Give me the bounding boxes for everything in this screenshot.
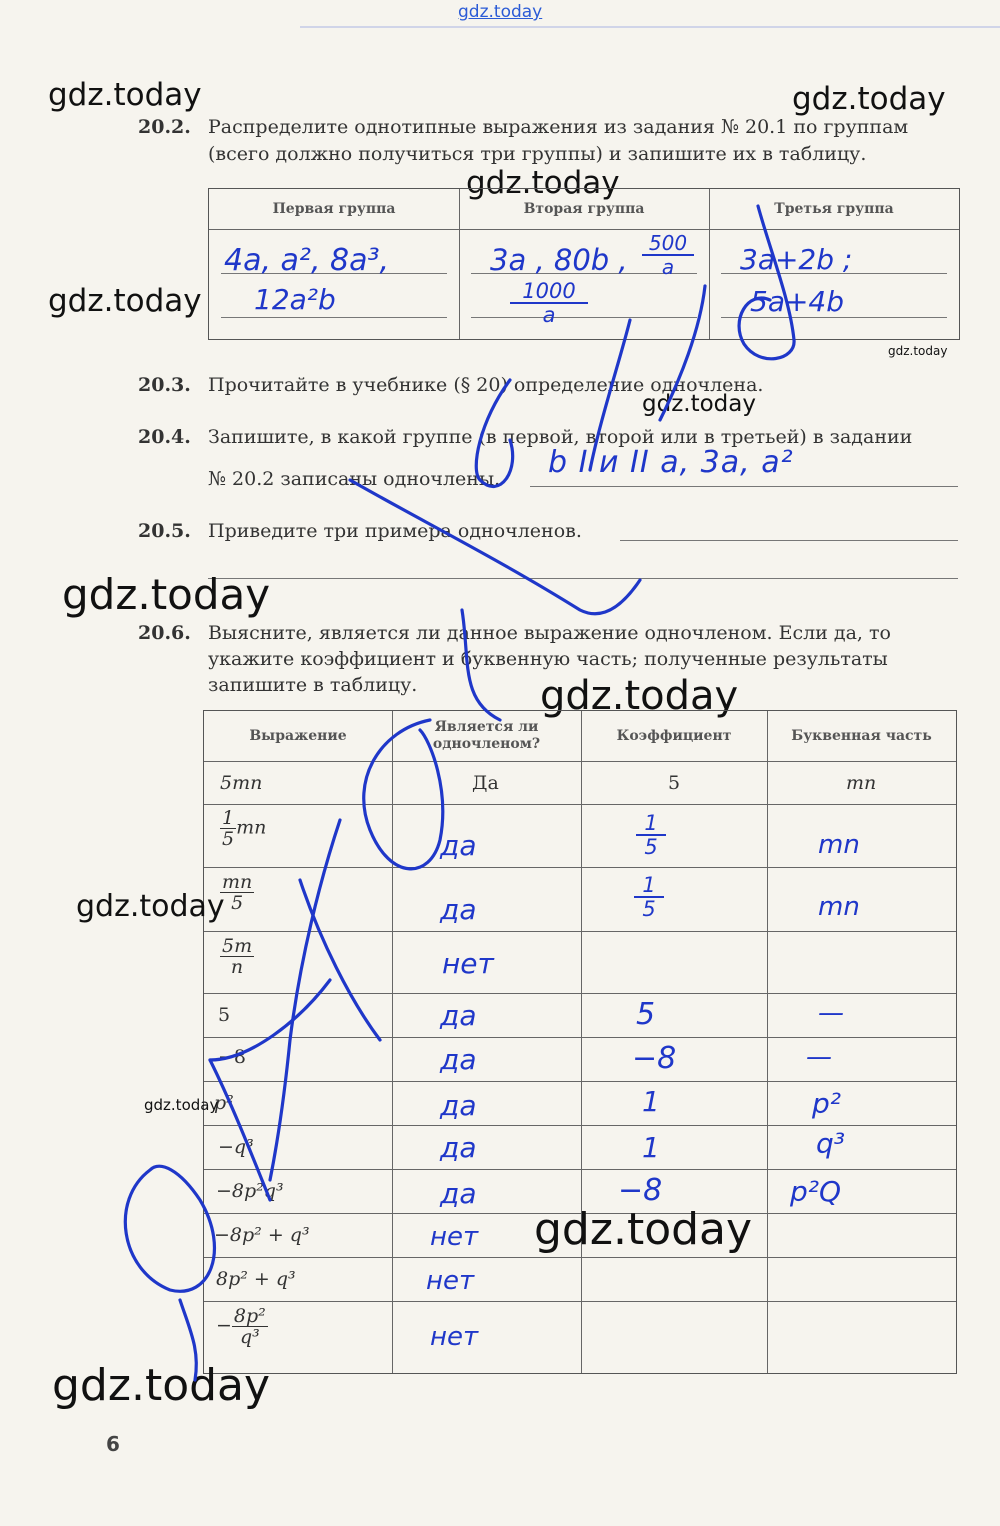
row-divider	[204, 1301, 956, 1302]
fraction-numerator: 1000	[510, 280, 588, 304]
task-text-line: (всего должно получиться три группы) и запишите их в таблицу.	[208, 143, 867, 165]
column-header: Буквенная часть	[791, 727, 932, 744]
fraction	[220, 872, 254, 913]
watermark: gdz.today	[52, 1360, 271, 1411]
fraction-denominator: 5	[231, 892, 244, 914]
table-cell-coefficient: 5	[668, 772, 681, 794]
task-text-line: запишите в таблицу.	[208, 674, 418, 696]
table-cell-expression: 8p² + q³	[216, 1268, 296, 1290]
column-header: Третья группа	[774, 200, 894, 217]
table-cell-expression: −8	[218, 1046, 247, 1068]
fraction-numerator: 1	[634, 874, 664, 898]
table-cell-expression	[220, 936, 254, 977]
task-number: 20.3.	[138, 374, 191, 396]
table-cell-letters: mn	[846, 772, 877, 794]
top-rule	[300, 26, 1000, 28]
page-number: 6	[106, 1432, 120, 1456]
fraction-numerator: 500	[642, 232, 694, 256]
minus-sign: −	[216, 1314, 232, 1337]
handwritten-is-monomial: да	[440, 1043, 477, 1076]
fraction-denominator: n	[230, 956, 244, 978]
table-cell-expression: −8p²q³	[216, 1180, 284, 1202]
handwritten-is-monomial: нет	[442, 947, 494, 980]
handwritten-is-monomial: да	[440, 1177, 477, 1210]
handwritten-is-monomial: нет	[430, 1222, 479, 1252]
task-number: 20.4.	[138, 426, 191, 448]
row-divider	[204, 804, 956, 805]
handwritten-answer: b I и II a, 3a, a²	[548, 445, 794, 480]
table-cell-expression	[216, 1306, 268, 1347]
expression-tail: mn	[236, 816, 267, 839]
fraction-numerator: 1	[222, 807, 235, 829]
column-header: Является ли одночленом?	[432, 719, 541, 752]
watermark: gdz.today	[540, 673, 739, 719]
monomial-table	[203, 710, 957, 1374]
task-20-2	[138, 114, 978, 170]
task-number: 20.5.	[138, 520, 191, 542]
task-text-line: Распределите однотипные выражения из задания № 20.1 по группам	[208, 116, 909, 138]
handwritten-letters: mn	[818, 830, 860, 860]
column-header: Выражение	[249, 727, 347, 744]
task-20-3	[138, 372, 978, 400]
handwritten-coefficient: 5	[636, 997, 656, 1032]
fraction-denominator: 5	[222, 828, 235, 850]
row-divider	[204, 761, 956, 762]
answer-line	[530, 486, 958, 487]
handwritten-answer: 12a²b	[254, 283, 336, 316]
row-divider	[204, 1125, 956, 1126]
handwritten-coefficient	[634, 874, 664, 920]
ink-stroke	[125, 1166, 214, 1291]
ink-stroke	[350, 480, 640, 614]
row-divider	[204, 993, 956, 994]
handwritten-answer: 3a+2b ;	[740, 243, 853, 276]
watermark: gdz.today	[76, 889, 225, 924]
handwritten-letters: mn	[818, 892, 860, 922]
handwritten-answer: 3a , 80b ,	[490, 243, 628, 277]
column-header: Вторая группа	[523, 200, 645, 217]
watermark: gdz.today	[48, 77, 202, 113]
watermark: gdz.today	[792, 81, 946, 117]
fraction-denominator: 5	[644, 835, 658, 859]
handwritten-coefficient: 1	[642, 1131, 660, 1164]
table-divider	[767, 711, 768, 1373]
fraction-numerator: 1	[636, 812, 666, 836]
fraction-denominator: q³	[239, 1326, 260, 1348]
watermark: gdz.today	[642, 391, 756, 417]
task-text-line: укажите коэффициент и буквенную часть; полученные результаты	[208, 648, 888, 670]
task-20-5	[138, 518, 978, 546]
task-text-line: Прочитайте в учебнике (§ 20) определение одночлена.	[208, 374, 764, 396]
fraction-denominator: a	[542, 303, 556, 327]
table-cell-expression: −q³	[218, 1136, 254, 1158]
fraction-numerator: mn	[222, 871, 253, 893]
handwritten-is-monomial: да	[440, 999, 477, 1032]
column-header: Коэффициент	[616, 727, 732, 744]
watermark: gdz.today	[48, 283, 202, 319]
handwritten-letters: —	[806, 1042, 832, 1072]
handwritten-is-monomial: да	[440, 893, 477, 926]
watermark: gdz.today	[534, 1204, 753, 1255]
watermark: gdz.today	[888, 344, 948, 358]
task-text-line: Выясните, является ли данное выражение одночленом. Если да, то	[208, 622, 891, 644]
fraction-numerator: 5m	[222, 935, 253, 957]
handwritten-coefficient: −8	[632, 1041, 677, 1076]
handwritten-letters: q³	[816, 1127, 845, 1160]
watermark: gdz.today	[458, 2, 543, 22]
handwritten-is-monomial: да	[440, 829, 477, 862]
row-divider	[204, 867, 956, 868]
table-divider	[209, 229, 959, 230]
handwritten-coefficient: 1	[642, 1085, 660, 1118]
handwritten-fraction	[510, 280, 588, 326]
table-cell-is-monomial: Да	[472, 772, 499, 794]
task-number: 20.2.	[138, 116, 191, 138]
watermark: gdz.today	[144, 1096, 219, 1114]
table-cell-expression	[220, 808, 266, 849]
fraction	[232, 1306, 268, 1347]
answer-line	[221, 317, 447, 318]
handwritten-fraction	[642, 232, 694, 278]
handwritten-coefficient	[636, 812, 666, 858]
row-divider	[204, 1257, 956, 1258]
handwritten-letters: p²	[812, 1087, 841, 1120]
row-divider	[204, 1037, 956, 1038]
task-text-line: Приведите три примера одночленов.	[208, 520, 582, 542]
handwritten-is-monomial: нет	[426, 1266, 475, 1296]
handwritten-coefficient: −8	[618, 1173, 663, 1208]
handwritten-answer: 4a, a², 8a³,	[224, 243, 390, 278]
answer-line	[620, 540, 958, 541]
fraction-denominator: 5	[642, 897, 656, 921]
handwritten-letters: —	[818, 998, 844, 1028]
fraction-numerator: 8p²	[233, 1305, 266, 1327]
table-divider	[581, 711, 582, 1373]
table-cell-expression	[220, 872, 254, 913]
watermark: gdz.today	[466, 165, 620, 201]
table-cell-expression: −8p² + q³	[214, 1224, 310, 1246]
table-cell-expression: p²	[214, 1092, 234, 1114]
handwritten-is-monomial: да	[440, 1089, 477, 1122]
task-number: 20.6.	[138, 622, 191, 644]
table-divider	[392, 711, 393, 1373]
column-header: Первая группа	[272, 200, 396, 217]
table-cell-expression: 5mn	[220, 772, 263, 794]
task-text-line: Запишите, в какой группе (в первой, второй или в третьей) в задании	[208, 426, 913, 448]
answer-line	[208, 578, 958, 579]
table-cell-expression: 5	[218, 1004, 231, 1026]
fraction	[220, 936, 254, 977]
handwritten-answer: 5a+4b	[750, 285, 845, 318]
handwritten-is-monomial: нет	[430, 1322, 479, 1352]
row-divider	[204, 1081, 956, 1082]
row-divider	[204, 931, 956, 932]
handwritten-is-monomial: да	[440, 1131, 477, 1164]
task-text-line: № 20.2 записаны одночлены.	[208, 468, 501, 490]
fraction-denominator: a	[661, 255, 675, 279]
watermark: gdz.today	[62, 570, 271, 619]
fraction	[220, 808, 236, 849]
handwritten-letters: p²Q	[790, 1175, 842, 1208]
row-divider	[204, 1169, 956, 1170]
